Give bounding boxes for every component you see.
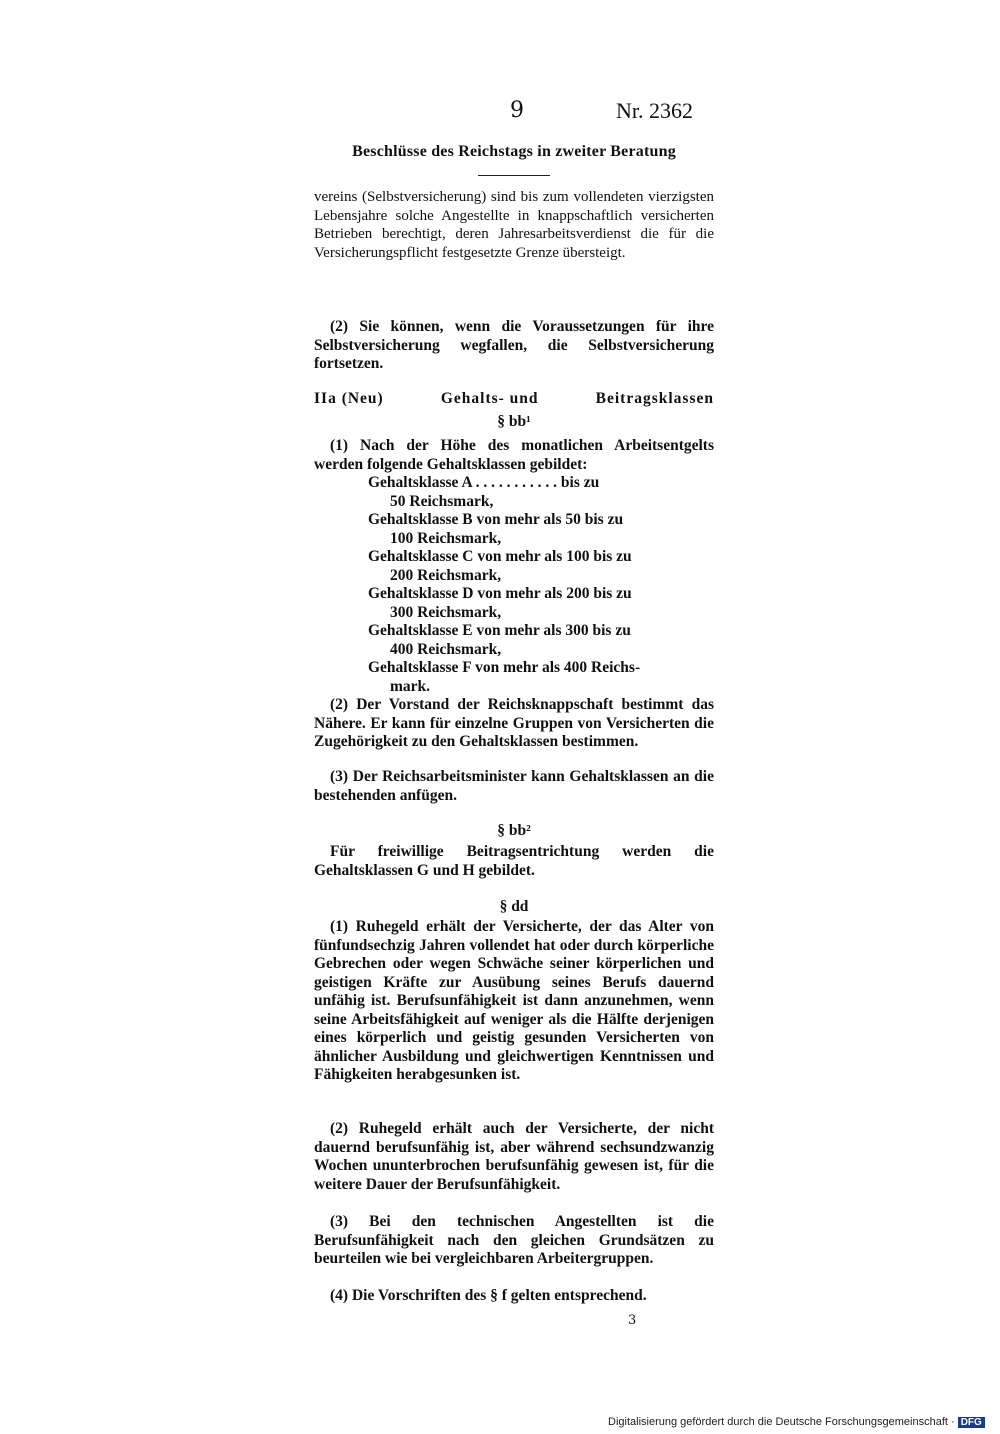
dfg-credit-text: Digitalisierung gefördert durch die Deutsche Forschungsgemeinschaft · (608, 1416, 955, 1428)
sheet-signature: 3 (628, 1313, 637, 1328)
paragraph-sign-bb1: § bb¹ (497, 413, 531, 430)
bb1-para-3: (3) Der Reichsarbeitsminister kann Gehaltsklassen an die bestehenden anfügen. (314, 768, 714, 804)
dd-para-4: (4) Die Vorschriften des § f gelten entsprechend. (330, 1287, 647, 1304)
list-item: Gehaltsklasse A . . . . . . . . . . . bis zu 50 Reichsmark, (368, 474, 600, 510)
section-heading (314, 390, 714, 408)
paragraph-sign-bb2: § bb² (497, 822, 531, 839)
list-item: Gehaltsklasse C von mehr als 100 bis zu 200 Reichsmark, (368, 548, 632, 584)
intro-paragraph: vereins (Selbstversicherung) sind bis zum vollendeten vierzigsten Lebensjahre solche Angestellte in knappschaftlich versicherten Betrieben berechtigt, deren Jahresarbeitsverdienst die für die Versicherungspflicht festgesetzte Grenze übersteigt. (314, 189, 714, 261)
document-number: Nr. 2362 (616, 98, 693, 123)
list-item: Gehaltsklasse D von mehr als 200 bis zu 300 Reichsmark, (368, 585, 632, 621)
dd-para-2: (2) Ruhegeld erhält auch der Versicherte, der nicht dauernd berufsunfähig ist, aber während sechsundzwanzig Wochen ununterbrochen berufsunfähig gewesen ist, für die weitere Dauer der Berufsunfähigkeit. (314, 1120, 714, 1193)
page-title: Beschlüsse des Reichstags in zweiter Beratung (352, 143, 676, 160)
dfg-logo-icon: DFG (958, 1417, 985, 1428)
bb1-para-1: (1) Nach der Höhe des monatlichen Arbeitsentgelts werden folgende Gehaltsklassen gebildet: (314, 437, 714, 473)
bb1-para-2: (2) Der Vorstand der Reichsknappschaft bestimmt das Nähere. Er kann für einzelne Gruppen von Versicherten die Zugehörigkeit zu den Gehaltsklassen bestimmen. (314, 696, 714, 750)
paragraph-sign-dd: § dd (499, 898, 529, 915)
list-item: Gehaltsklasse F von mehr als 400 Reichs- mark. (368, 659, 641, 695)
page-number: 9 (510, 98, 524, 123)
section-label: IIa (Neu) (314, 390, 384, 407)
gehaltsklassen-list (314, 474, 714, 696)
list-item: Gehaltsklasse B von mehr als 50 bis zu 100 Reichsmark, (368, 511, 624, 547)
list-item: Gehaltsklasse E von mehr als 300 bis zu 400 Reichsmark, (368, 622, 631, 658)
dd-para-3: (3) Bei den technischen Angestellten ist die Berufsunfähigkeit nach den gleichen Grundsätzen zu beurteilen wie bei vergleichbaren Arbeitergruppen. (314, 1213, 714, 1267)
title-divider (478, 175, 550, 176)
bb2-para-1: Für freiwillige Beitragsentrichtung werden die Gehaltsklassen G und H gebildet. (314, 843, 714, 879)
dd-para-1: (1) Ruhegeld erhält der Versicherte, der das Alter von fünfundsechzig Jahren vollendet hat oder durch körperliche Gebrechen oder wegen Schwäche seiner körperlichen und geistigen Kräfte zur Ausübung seines Berufs dauernd unfähig ist. Berufsunfähigkeit ist dann anzunehmen, wenn seine Arbeitsfähigkeit auf weniger als die Hälfte derjenigen eines körperlich und geistig gesunden Versicherten von ähnlicher Ausbildung und gleichwertigen Kenntnissen und Fähigkeiten herabgesunken ist. (314, 918, 714, 1083)
digitization-credit (608, 1416, 985, 1428)
section-title-part2: Beitragsklassen (595, 390, 714, 407)
section-title-part1: Gehalts- und (440, 390, 539, 407)
paragraph-2: (2) Sie können, wenn die Voraussetzungen für ihre Selbstversicherung wegfallen, die Selbstversicherung fortsetzen. (314, 318, 714, 372)
